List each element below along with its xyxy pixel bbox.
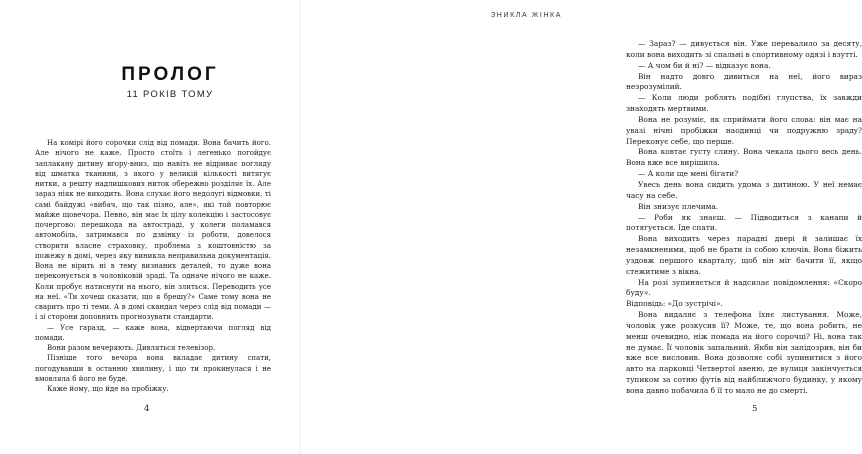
left-page — [0, 0, 300, 454]
running-head: ЗНИКЛА ЖІНКА — [490, 12, 562, 19]
chapter-heading — [60, 64, 280, 100]
paragraph: Він надто довго дивиться на неї, його вираз незрозумілий. — [626, 71, 862, 92]
paragraph: — Зараз? — дивується він. Уже перевалило за десяту, коли вона виходить зі спальні в спортивному одязі і взутті. — [626, 39, 862, 59]
paragraph: Він знизує плечима. — [638, 201, 719, 211]
paragraph: Вона видаляє з телефона їхнє листування. Може, чоловік уже розкусив її? Може, те, що вона робить, не менш очевидно, ніж помада на його сорочці? Ні, вона так не думає. Її чоловік запальний. Якби він запідозрив, він би вже все висловив. Вона дозволяє собі зупинитися з його авто на парковці Четвертої авеню, де вулиця закінчується тупиком за сотню футів від найближчого будинку, у якому вона давно побачила б її то мало не до смерті. — [626, 310, 862, 395]
right-page-text — [626, 39, 862, 397]
paragraph: Каже йому, що йде на пробіжку. — [47, 385, 169, 393]
page-number-left: 4 — [144, 404, 150, 414]
paragraph: Вона ковтає густу слину. Вона чекала цього весь день. Вона вже все вирішила. — [626, 147, 862, 168]
right-page — [300, 0, 862, 454]
paragraph: На розі зупиняється й надсилає повідомлення: «Скоро буду». — [626, 277, 862, 298]
paragraph: — Усе гаразд, — каже вона, відвертаючи погляд від помади. — [35, 323, 271, 342]
chapter-title: ПРОЛОГ — [121, 64, 219, 85]
paragraph: Увесь день вона сидить удома з дитиною. У неї немає часу на себе. — [626, 179, 862, 200]
chapter-subtitle: 11 РОКІВ ТОМУ — [126, 89, 214, 100]
paragraph: Пізніше того вечора вона вкладає дитину спати, погодувавши в останню хвилину, і що ти прокинулася і не вмовляла б його не буде. — [35, 354, 271, 383]
paragraph: Вона виходить через парадні двері й залишає їх незамкненими, щоб не брати із собою ключів. Вона біжить уздовж першого кварталу, щоб він міг бачити її, якщо стежитиме з вікна. — [626, 234, 862, 276]
paragraph: Вона не розуміє, як сприймати його слова: він має на увазі нічні пробіжки наодинці чи подружню зраду? Переконує себе, що перше. — [626, 114, 862, 146]
paragraph: — А коли ще мені бігати? — [638, 169, 739, 179]
paragraph: — Роби як знаєш. — Підводиться з канапи й потягується. Іде спати. — [626, 212, 862, 233]
paragraph: Вони разом вечеряють. Дивляться телевізор. — [47, 344, 216, 352]
left-page-text — [35, 138, 271, 394]
paragraph: На комірі його сорочки слід від помади. Вона бачить його. Але нічого не каже. Просто стоїть і легенько погойдує заплакану дитину вгору-вниз, що навіть не відриває погляду від шматка тканини, з якого у великій кількості витягує нитки, а решту надлишкових ниток обережно розділяє їх. Але зараз ніяк не виходить. Вона слухає його недолугі відмовки, ті самі байдужі «вибач, що так пізно, але», які той повторює майже щовечора. Певно, він має їх цілу колекцію і застосовує почергово: перешкода на автостраді, у колеги поламався автомобіль, затримався по дзвінку із роботи, довелося створити власне страховку, проблема з коштовністю за пожежу в домі, через яку виникла неправильна документація. Вона не вірить ні в тему визнаних деталей, то дуже вона переконується в чоловіковій зраді. Та одначе нічого не каже. Коли пробує натиснути на нього, він злиться. Переводить усе на неї. «Ти хочеш сказати, що я брешу?» Саме тому вона не сварить про ті теми. А в домі скандал через слід від помади — і зі сторони доповнить прогнозувати стандарти. — [35, 139, 271, 322]
paragraph: — А чом би й ні? — відказує вона. — [638, 60, 771, 70]
paragraph: Відповідь: «До зустрічі». — [626, 299, 723, 309]
paragraph: — Коли люди роблять подібні глупства, їх завжди знаходять мертвими. — [626, 93, 862, 114]
page-number-right: 5 — [752, 404, 758, 414]
book-gutter — [299, 0, 301, 454]
